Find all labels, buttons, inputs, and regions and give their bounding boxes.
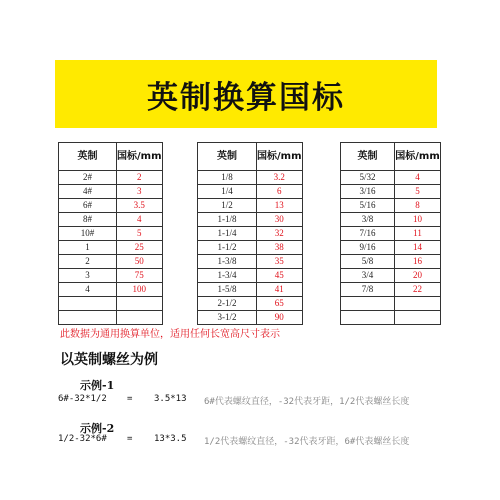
inch-cell: 1/4 [198,185,257,199]
table-row [341,269,441,283]
conversion-table-3 [340,142,441,325]
table-spacer [302,213,341,227]
table-row [341,185,441,199]
inch-cell: 5/8 [341,255,395,269]
example-value: 13*3.5 [154,434,187,444]
mm-cell: 6 [257,185,303,199]
table-spacer [162,185,200,199]
table-spacer [162,297,200,311]
inch-cell: 4# [59,185,117,199]
mm-cell: 2 [117,171,163,185]
inch-cell: 1-1/8 [198,213,257,227]
inch-cell: 3/8 [341,213,395,227]
table-row [59,311,201,325]
table-row [341,213,441,227]
inch-cell: 8# [59,213,117,227]
title-banner [55,60,437,128]
mm-cell: 35 [257,255,303,269]
inch-cell: 1-3/4 [198,269,257,283]
mm-cell: 16 [395,255,441,269]
table-row [198,269,342,283]
inch-cell: 7/8 [341,283,395,297]
mm-cell: 3 [117,185,163,199]
table-spacer [162,283,200,297]
mm-cell: 90 [257,311,303,325]
table-row [341,297,441,311]
conversion-table-1 [58,142,201,325]
inch-cell [59,311,117,325]
example-description: 6#代表螺纹直径，-32代表牙距，1/2代表螺丝长度 [204,397,410,407]
example-2-title: 示例-2 [80,422,115,435]
inch-cell: 1-5/8 [198,283,257,297]
inch-cell: 4 [59,283,117,297]
inch-cell: 1-1/4 [198,227,257,241]
table-spacer [302,311,341,325]
inch-cell [341,311,395,325]
table-spacer [302,143,341,171]
table-row [198,283,342,297]
mm-cell: 32 [257,227,303,241]
mm-cell: 41 [257,283,303,297]
section-title: 以英制螺丝为例 [60,352,158,368]
mm-cell: 3.2 [257,171,303,185]
header-mm: 国标/mm [257,143,303,171]
inch-cell: 5/32 [341,171,395,185]
inch-cell: 3-1/2 [198,311,257,325]
table-row [59,255,201,269]
table-spacer [162,143,200,171]
table-spacer [162,213,200,227]
mm-cell: 22 [395,283,441,297]
mm-cell: 8 [395,199,441,213]
table-header-row [341,143,441,171]
inch-cell [341,297,395,311]
inch-cell: 7/16 [341,227,395,241]
mm-cell [117,297,163,311]
table-header-row [59,143,201,171]
mm-cell: 10 [395,213,441,227]
table-row [341,199,441,213]
mm-cell: 5 [117,227,163,241]
mm-cell: 75 [117,269,163,283]
table-spacer [162,255,200,269]
table-row [59,171,201,185]
inch-cell: 3/4 [341,269,395,283]
inch-cell: 6# [59,199,117,213]
example-equals: = [127,394,133,404]
table-row [59,213,201,227]
table-row [59,185,201,199]
table-row [341,241,441,255]
mm-cell: 4 [117,213,163,227]
mm-cell: 25 [117,241,163,255]
table-spacer [302,171,341,185]
table-row [198,241,342,255]
example-description: 1/2代表螺纹直径，-32代表牙距，6#代表螺丝长度 [204,437,410,447]
table-spacer [302,241,341,255]
inch-cell: 5/16 [341,199,395,213]
example-formula: 6#-32*1/2 [58,394,107,404]
inch-cell: 1-1/2 [198,241,257,255]
mm-cell: 3.5 [117,199,163,213]
table-row [341,311,441,325]
mm-cell: 13 [257,199,303,213]
mm-cell [395,297,441,311]
mm-cell: 30 [257,213,303,227]
table-row [341,171,441,185]
mm-cell: 50 [117,255,163,269]
table-row [59,269,201,283]
table-row [198,185,342,199]
example-formula: 1/2-32*6# [58,434,107,444]
table-spacer [162,227,200,241]
mm-cell: 100 [117,283,163,297]
inch-cell: 1 [59,241,117,255]
inch-cell: 9/16 [341,241,395,255]
table-spacer [162,269,200,283]
conversion-note: 此数据为通用换算单位，适用任何长宽高尺寸表示 [60,329,280,340]
inch-cell: 2# [59,171,117,185]
table-header-row [198,143,342,171]
table-spacer [302,283,341,297]
table-row [198,255,342,269]
mm-cell [117,311,163,325]
header-mm: 国标/mm [395,143,441,171]
mm-cell: 11 [395,227,441,241]
example-1-title: 示例-1 [80,379,115,392]
table-row [198,297,342,311]
table-row [341,283,441,297]
example-equals: = [127,434,133,444]
example-value: 3.5*13 [154,394,187,404]
table-row [198,199,342,213]
page-title: 英制换算国标 [147,79,345,116]
mm-cell: 5 [395,185,441,199]
table-row [59,199,201,213]
table-row [59,227,201,241]
inch-cell: 3 [59,269,117,283]
table-spacer [162,199,200,213]
table-spacer [162,241,200,255]
inch-cell: 10# [59,227,117,241]
table-row [341,227,441,241]
table-spacer [302,297,341,311]
table-spacer [302,269,341,283]
mm-cell: 14 [395,241,441,255]
header-inch: 英制 [59,143,117,171]
table-row [59,283,201,297]
mm-cell: 38 [257,241,303,255]
table-spacer [302,199,341,213]
table-spacer [162,311,200,325]
table-spacer [302,185,341,199]
mm-cell: 45 [257,269,303,283]
mm-cell [395,311,441,325]
inch-cell: 1/8 [198,171,257,185]
table-spacer [302,227,341,241]
inch-cell: 1-3/8 [198,255,257,269]
table-row [198,213,342,227]
table-spacer [162,171,200,185]
inch-cell: 2 [59,255,117,269]
table-row [341,255,441,269]
table-row [59,241,201,255]
inch-cell: 1/2 [198,199,257,213]
header-mm: 国标/mm [117,143,163,171]
table-row [59,297,201,311]
table-row [198,311,342,325]
mm-cell: 20 [395,269,441,283]
mm-cell: 4 [395,171,441,185]
header-inch: 英制 [341,143,395,171]
table-spacer [302,255,341,269]
inch-cell [59,297,117,311]
inch-cell: 2-1/2 [198,297,257,311]
table-row [198,171,342,185]
table-row [198,227,342,241]
inch-cell: 3/16 [341,185,395,199]
header-inch: 英制 [198,143,257,171]
conversion-table-2 [197,142,342,325]
mm-cell: 65 [257,297,303,311]
